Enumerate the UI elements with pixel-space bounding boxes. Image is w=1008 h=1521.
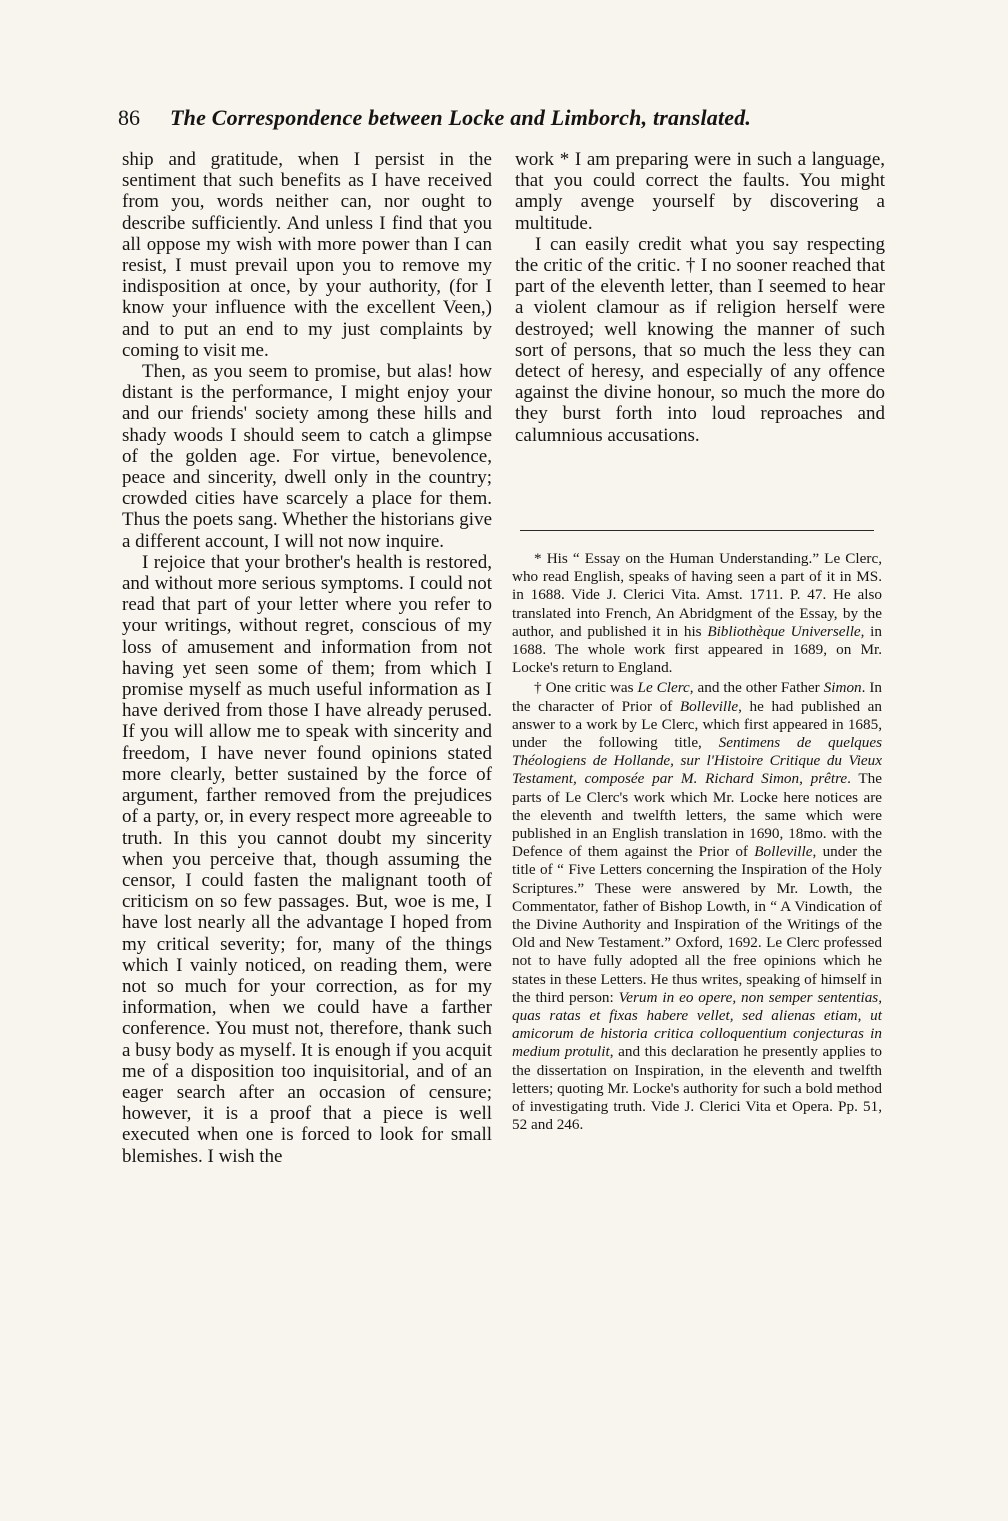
footnote-italic: Verum in eo opere, non semper sententias, quas ratas et fixas habere vellet, sed alienas etiam, ut amicorum de historia critica colloquentium conjecturas in medium protulit — [512, 988, 883, 1061]
paragraph: ship and gratitude, when I persist in the sentiment that such benefits as I have received from you, words neither can, nor ought to describe sufficiently. And unless I find that you all oppose my wish with more power than I can resist, I must prevail upon you to remove my indisposition at once, by your authority, (for I know your influence with the excellent Veen,) and to put an end to my just complaints by coming to visit me. — [122, 149, 492, 361]
footnote-text: . In the character of Prior of — [512, 679, 882, 715]
footnote-essay — [512, 550, 882, 677]
footnote-italic: Sentimens de quelques Théologiens de Hollande, sur l'Histoire Critique du Vieux Testament, composée par M. Richard Simon, prêtre — [512, 734, 883, 788]
footnote-divider — [520, 530, 874, 531]
footnote-italic: Bolleville — [754, 843, 813, 861]
footnote-text: . The parts of Le Clerc's work which Mr. Locke here notices are the eleventh and twelfth letters, the same which were published in an English translation in 1690, 18mo. with the Defence of them against the Prior of — [512, 770, 882, 861]
footnotes — [512, 550, 882, 1135]
right-column — [515, 149, 885, 446]
footnote-italic: Bibliothèque Universelle — [707, 622, 861, 640]
paragraph: I rejoice that your brother's health is restored, and without more serious symptoms. I could not read that part of your letter where you refer to your writings, without regret, conscious of my loss of amusement and information from not having yet seen some of them; from which I promise myself as much useful information as I have derived from those I have already perused. If you will allow me to speak with sincerity and freedom, I have never found opinions stated more clearly, better sustained by the force of argument, farther removed from the prejudices of a party, or, in every respect more agreeable to truth. In this you cannot doubt my sincerity when you perceive that, though assuming the censor, I could fasten the malignant tooth of criticism on so few passages. But, woe is me, I have lost nearly all the advantage I hoped from my critical severity; for, many of the things which I vainly noticed, on reading them, were not so much for your correction, as for my information, when we could have a farther conference. You must not, therefore, thank such a busy body as myself. It is enough if you acquit me of a disposition too inquisitorial, and of an eager search after an occasion of censure; however, it is a proof that a piece is well executed when one is forced to look for small blemishes. I wish the — [122, 551, 492, 1167]
footnote-italic: Simon — [823, 679, 862, 697]
footnote-text: , he had published an answer to a work by Le Clerc, which first appeared in 1685, under the following title, — [512, 697, 882, 752]
footnote-critic — [512, 679, 882, 1134]
left-column — [122, 149, 492, 1167]
page-number: 86 — [118, 105, 140, 130]
footnote-italic: Bolleville — [679, 697, 739, 715]
footnote-text: , and this declaration he presently applies to the dissertation on Inspiration, in the eleventh and twelfth letters; quoting Mr. Locke's authority for such a bold method of investigating truth. Vide J. Clerici Vita et Opera. Pp. 51, 52 and 246. — [512, 1043, 883, 1134]
paragraph: work * I am preparing were in such a language, that you could correct the faults. You might amply avenge yourself by discovering a multitude. — [515, 149, 885, 234]
footnote-text: , and the other Father — [689, 679, 824, 697]
footnote-text: † One critic was — [534, 679, 638, 697]
footnote-text: , in 1688. The whole work first appeared in 1689, on Mr. Locke's return to England. — [512, 622, 882, 677]
footnote-text: , under the title of “ Five Letters concerning the Inspiration of the Holy Scriptures.” These were answered by Mr. Lowth, the Commentator, father of Bishop Lowth, in “ A Vindication of the Divine Authority and Inspiration of the Writings of the Old and New Testament.” Oxford, 1692. Le Clerc professed not to have fully adopted all the free opinions which he states in these Letters. He thus writes, speaking of himself in the third person: — [512, 843, 883, 1006]
paragraph: I can easily credit what you say respecting the critic of the critic. † I no sooner reached that part of the eleventh letter, than I seemed to hear a violent clamour as if religion herself were destroyed; well knowing the manner of such sort of persons, that so much the less they can detect of heresy, and especially of any offence against the divine honour, so much the more do they burst forth into loud reproaches and calumnious accusations. — [515, 233, 885, 446]
footnote-italic: Le Clerc — [637, 679, 690, 697]
page-header — [118, 104, 898, 132]
footnote-text: * His “ Essay on the Human Understanding.” Le Clerc, who read English, speaks of having seen a part of it in MS. in 1688. Vide J. Clerici Vita. Amst. 1711. P. 47. He also translated into French, An Abridgment of the Essay, by the author, and published it in his — [512, 550, 882, 640]
paragraph: Then, as you seem to promise, but alas! how distant is the performance, I might enjoy your and our friends' society among these hills and shady woods I should seem to catch a glimpse of the golden age. For virtue, benevolence, peace and sincerity, dwell only in the country; crowded cities have scarcely a place for them. Thus the poets sang. Whether the historians give a different account, I will not now inquire. — [122, 361, 492, 552]
running-title: The Correspondence between Locke and Limborch, translated. — [170, 105, 752, 130]
